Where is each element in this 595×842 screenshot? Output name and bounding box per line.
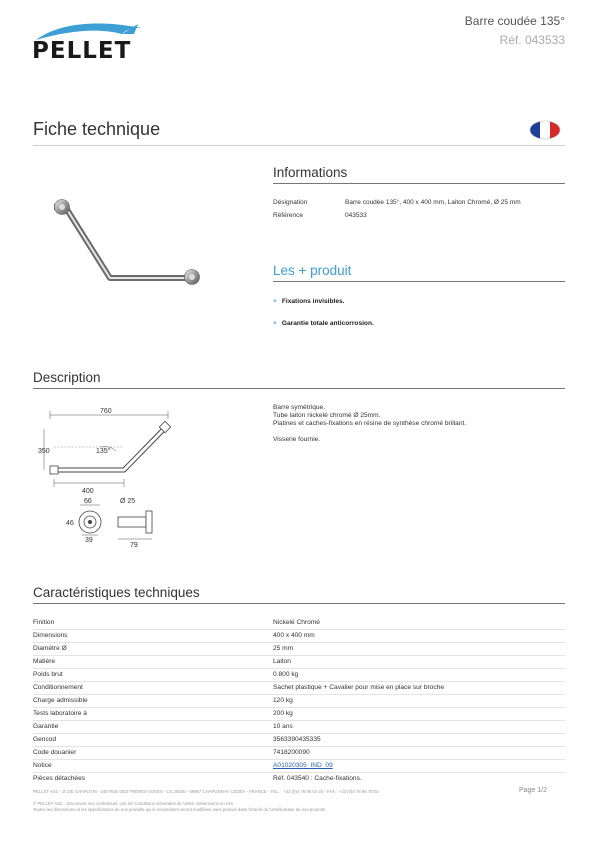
spec-label: Notice <box>33 762 52 769</box>
spec-label: Diamètre Ø <box>33 645 67 652</box>
spec-row <box>33 747 565 760</box>
plus-heading: Les + produit <box>273 263 352 278</box>
dim-bottom-label: 400 <box>82 488 94 495</box>
product-photo <box>40 160 215 305</box>
specs-divider <box>33 603 565 604</box>
logo-wordmark: PELLET <box>32 38 132 64</box>
description-line: Tube laiton nickelé chromé Ø 25mm. <box>273 412 381 419</box>
spec-value: Sachet plastique + Cavalier pour mise en place sur broche <box>273 684 444 691</box>
footer-address: PELLET ASC - ZI DE CHAPOTIN - 240 RUE DES FRÈRES VOISIN - CS 20040 - 69967 CHAPONNAY CEDEX - FRANCE - TEL. : +33 (0)4 78 96 02 20 - FAX : +33 (0)4 78 96 70 02 <box>33 789 379 794</box>
description-heading: Description <box>33 370 101 385</box>
dim-dia-outer-label: 66 <box>84 498 92 505</box>
plus-item-text: Fixations invisibles. <box>281 298 345 305</box>
spec-label: Garantie <box>33 723 59 730</box>
dim-depth-label: 79 <box>130 542 138 549</box>
spec-row <box>33 656 565 669</box>
spec-row <box>33 630 565 643</box>
description-line: Barre symétrique. <box>273 404 326 411</box>
plus-item-text: Garantie totale anticorrosion. <box>281 320 374 327</box>
spec-row <box>33 682 565 695</box>
plus-icon: + <box>273 298 277 305</box>
spec-value: Laiton <box>273 658 291 665</box>
technical-drawing-front <box>40 403 200 498</box>
footer-disclaimer: Toutes les dimensions et les spécifications de nos produits qui le nécessitent seront modifiées sans préavis dans l'intérêt de l'amélioration de nos produits. <box>33 807 327 812</box>
specs-heading: Caractéristiques techniques <box>33 585 200 600</box>
spec-row <box>33 669 565 682</box>
info-value-designation: Barre coudée 135°, 400 x 400 mm, Laiton Chromé, Ø 25 mm <box>345 199 521 206</box>
plus-item <box>273 298 345 305</box>
spec-label: Poids brut <box>33 671 63 678</box>
spec-row <box>33 734 565 747</box>
dim-angle-label: 135° <box>96 448 111 455</box>
title-divider <box>33 145 565 146</box>
spec-value: 7418200090 <box>273 749 310 756</box>
spec-label: Gencod <box>33 736 57 743</box>
spec-label: Finition <box>33 619 55 626</box>
spec-label: Pièces détachées <box>33 775 86 782</box>
description-divider <box>33 388 565 389</box>
dim-dia-inner-label: 39 <box>85 537 93 544</box>
spec-value: 200 kg <box>273 710 293 717</box>
spec-value: 3563390435335 <box>273 736 321 743</box>
spec-value: Réf. 043540 : Cache-fixations. <box>273 775 362 782</box>
page-title: Fiche technique <box>33 119 161 139</box>
spec-row <box>33 708 565 721</box>
french-flag-icon <box>529 120 561 140</box>
spec-value: 10 ans <box>273 723 293 730</box>
spec-label: Dimensions <box>33 632 68 639</box>
spec-row <box>33 721 565 734</box>
spec-label: Code douanier <box>33 749 77 756</box>
spec-value: 25 mm <box>273 645 294 652</box>
description-line: Platines et caches-fixations en résine de synthèse chromé brillant. <box>273 420 467 427</box>
footer-copyright: © PELLET ASC - Document non contractuel. Lire les Conditions Générales de Vente. Dimensions en mm. <box>33 801 235 806</box>
plus-icon: + <box>273 320 277 327</box>
plus-divider <box>273 281 565 282</box>
informations-heading: Informations <box>273 165 348 180</box>
info-label-designation: Désignation <box>273 199 308 206</box>
spec-row <box>33 617 565 630</box>
spec-value: 0.800 kg <box>273 671 299 678</box>
description-line: Visserie fournie. <box>273 436 321 443</box>
spec-value: Nickelé Chromé <box>273 619 320 626</box>
informations-divider <box>273 183 565 184</box>
header-product-name: Barre coudée 135° <box>464 14 565 28</box>
technical-drawing-detail <box>40 495 170 550</box>
dim-width-label: 760 <box>100 408 112 415</box>
spec-value: 120 kg <box>273 697 293 704</box>
spec-row <box>33 773 565 786</box>
info-label-reference: Référence <box>273 212 303 219</box>
info-value-reference: 043533 <box>345 212 367 219</box>
plus-item <box>273 320 374 327</box>
dim-height-label: 350 <box>38 448 50 455</box>
spec-label: Conditionnement <box>33 684 83 691</box>
dim-tube-label: Ø 25 <box>120 498 136 505</box>
spec-label: Charge admissible <box>33 697 88 704</box>
spec-label: Tests laboratoire à <box>33 710 87 717</box>
notice-link[interactable]: A01020305_IND_09 <box>273 762 333 769</box>
spec-label: Matière <box>33 658 55 665</box>
spec-row <box>33 695 565 708</box>
spec-value: 400 x 400 mm <box>273 632 315 639</box>
spec-row <box>33 760 565 773</box>
page-number: Page 1/2 <box>518 787 547 794</box>
header-reference: Réf. 043533 <box>499 33 565 47</box>
spec-row <box>33 643 565 656</box>
dim-side-label: 46 <box>66 520 74 527</box>
